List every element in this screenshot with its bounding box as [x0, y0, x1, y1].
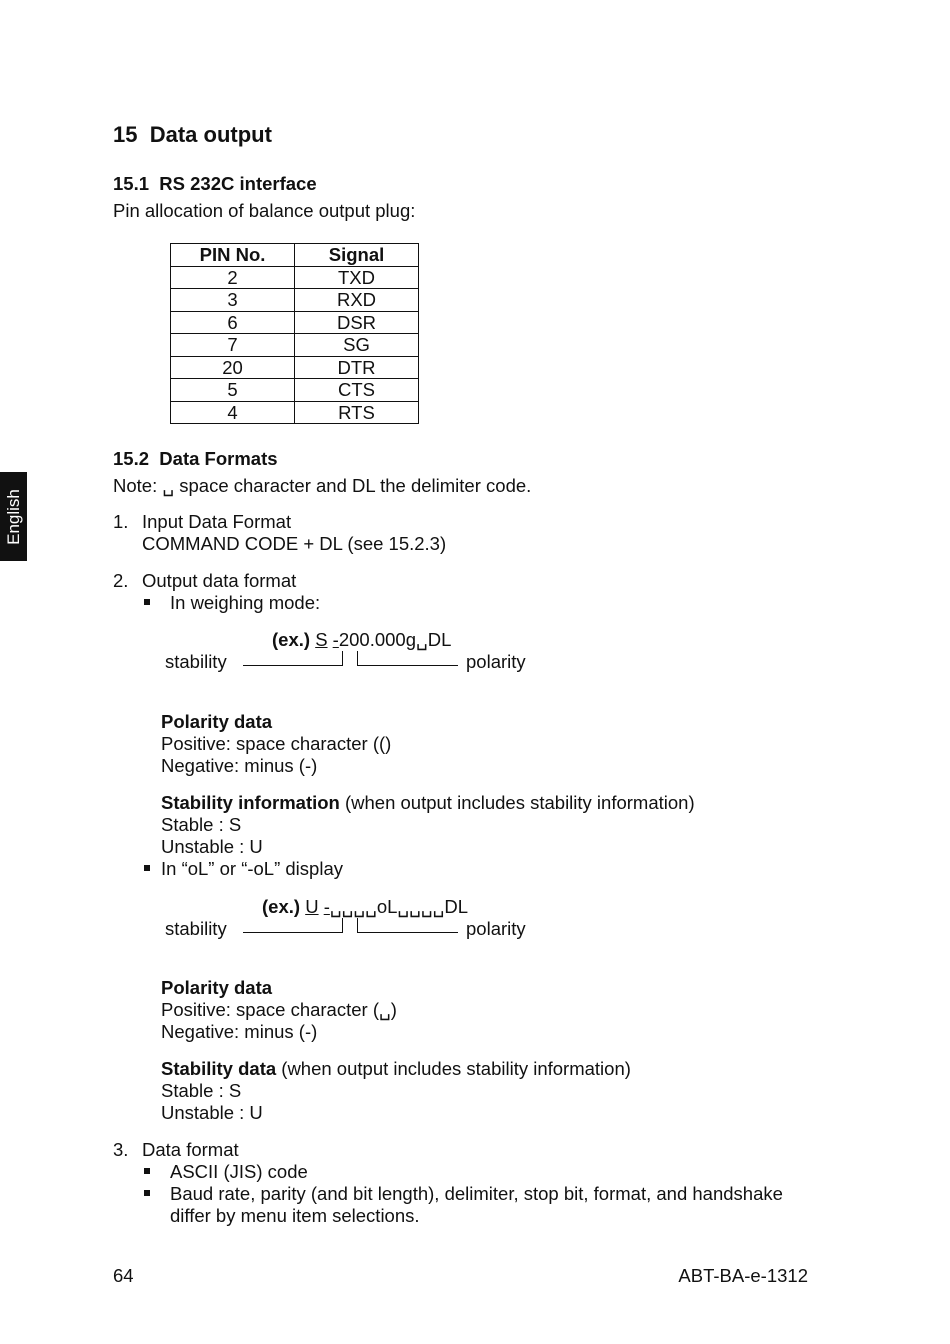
polarity-positive: Positive: space character ((): [161, 733, 392, 754]
polarity-bracket-vertical: [357, 651, 358, 666]
polarity-title: Polarity data: [161, 977, 273, 998]
stability-label: stability: [165, 651, 227, 672]
pin-cell: 6: [171, 311, 295, 334]
bullet-text: Baud rate, parity (and bit length), delimiter, stop bit, format, and handshake: [170, 1183, 783, 1204]
signal-cell: DTR: [295, 356, 419, 379]
subsection-number: 15.2: [113, 448, 150, 469]
pin-cell: 7: [171, 334, 295, 357]
space-symbol: ␣: [162, 475, 175, 496]
example-polarity-char: -: [323, 896, 330, 917]
item-number: 3.: [113, 1139, 129, 1160]
item-number: 1.: [113, 511, 129, 532]
signal-cell: RTS: [295, 401, 419, 424]
polarity-label: polarity: [466, 651, 526, 672]
section-heading: [113, 122, 272, 148]
stability-label: stability: [165, 918, 227, 939]
stability-info-line: [161, 792, 695, 814]
pin-cell: 20: [171, 356, 295, 379]
signal-cell: CTS: [295, 379, 419, 402]
pin-cell: 3: [171, 289, 295, 312]
table-row: [171, 356, 419, 379]
bullet-text: In weighing mode:: [170, 592, 321, 613]
example-stability-char: U: [305, 896, 319, 917]
stability-bracket-horizontal: [243, 665, 343, 666]
polarity-positive: Positive: space character (␣): [161, 999, 397, 1020]
stability-unstable: Unstable : U: [161, 836, 263, 857]
pin-intro: Pin allocation of balance output plug:: [113, 200, 416, 221]
subsection-number: 15.1: [113, 173, 150, 194]
stability-note: (when output includes stability information): [276, 1058, 631, 1079]
signal-cell: TXD: [295, 266, 419, 289]
bullet-text: ASCII (JIS) code: [170, 1161, 308, 1182]
header-signal: Signal: [295, 244, 419, 267]
item-number: 2.: [113, 570, 129, 591]
subsection-heading-15-2: [113, 448, 278, 470]
table-row: [171, 289, 419, 312]
subsection-heading-15-1: [113, 173, 317, 195]
table-row: [171, 311, 419, 334]
note-text: space character and DL the delimiter code.: [174, 475, 532, 496]
subsection-title: Data Formats: [159, 448, 278, 469]
table-row: [171, 401, 419, 424]
language-tab-label: English: [3, 488, 23, 545]
item-title: Output data format: [142, 570, 297, 591]
section-number: 15: [113, 122, 138, 147]
stability-title: Stability information: [161, 792, 340, 813]
item-title: Data format: [142, 1139, 239, 1160]
stability-stable: Stable : S: [161, 1080, 242, 1101]
bullet-icon: [144, 1190, 150, 1196]
stability-title: Stability data: [161, 1058, 277, 1079]
example-weighing: [272, 629, 451, 651]
bullet-icon: [144, 865, 150, 871]
example-label: (ex.): [262, 896, 301, 917]
example-value: ␣␣␣␣oL␣␣␣␣DL: [329, 896, 469, 917]
pin-cell: 2: [171, 266, 295, 289]
language-tab: [0, 472, 27, 561]
signal-cell: RXD: [295, 289, 419, 312]
bullet-text-continued: differ by menu item selections.: [170, 1205, 420, 1226]
polarity-negative: Negative: minus (-): [161, 755, 318, 776]
pin-table: [170, 243, 419, 424]
stability-bracket-vertical: [342, 651, 343, 666]
table-row: [171, 334, 419, 357]
pin-cell: 5: [171, 379, 295, 402]
stability-stable: Stable : S: [161, 814, 242, 835]
table-row: [171, 379, 419, 402]
stability-bracket-vertical: [342, 918, 343, 933]
polarity-label: polarity: [466, 918, 526, 939]
example-value: 200.000g␣DL: [338, 629, 452, 650]
polarity-bracket-horizontal: [357, 932, 458, 933]
note-prefix: Note:: [113, 475, 163, 496]
bullet-text: In “oL” or “-oL” display: [161, 858, 343, 879]
stability-note: (when output includes stability information): [339, 792, 695, 813]
example-stability-char: S: [315, 629, 328, 650]
section-title: Data output: [149, 122, 272, 147]
example-overload: [262, 896, 468, 918]
signal-cell: DSR: [295, 311, 419, 334]
polarity-negative: Negative: minus (-): [161, 1021, 318, 1042]
stability-unstable: Unstable : U: [161, 1102, 263, 1123]
subsection-title: RS 232C interface: [159, 173, 317, 194]
table-row: [171, 266, 419, 289]
item-title: Input Data Format: [142, 511, 292, 532]
polarity-bracket-horizontal: [357, 665, 458, 666]
table-header-row: [171, 244, 419, 267]
signal-cell: SG: [295, 334, 419, 357]
polarity-title: Polarity data: [161, 711, 273, 732]
page-number: 64: [113, 1265, 134, 1286]
document-id: ABT-BA-e-1312: [678, 1265, 808, 1286]
stability-info-line: [161, 1058, 631, 1080]
example-polarity-char: -: [332, 629, 339, 650]
header-pin: PIN No.: [171, 244, 295, 267]
example-label: (ex.): [272, 629, 311, 650]
bullet-icon: [144, 1168, 150, 1174]
stability-bracket-horizontal: [243, 932, 343, 933]
item-detail: COMMAND CODE + DL (see 15.2.3): [142, 533, 447, 554]
bullet-icon: [144, 599, 150, 605]
note-line: [113, 475, 531, 497]
polarity-bracket-vertical: [357, 918, 358, 933]
pin-cell: 4: [171, 401, 295, 424]
